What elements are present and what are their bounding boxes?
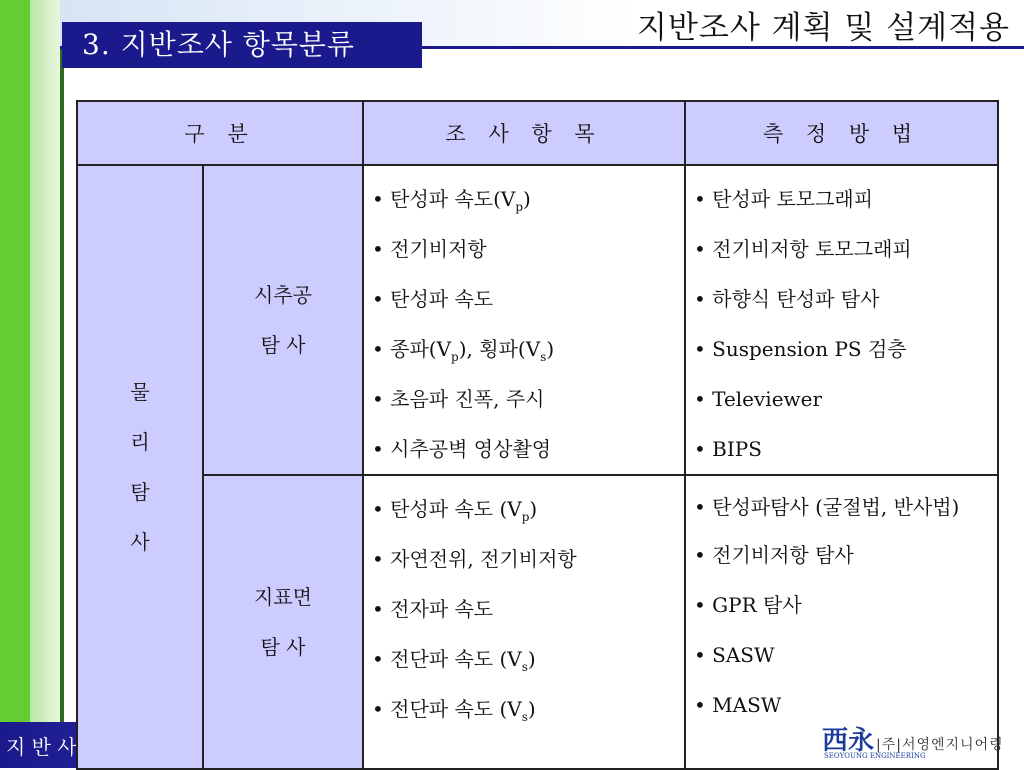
list-item: • Suspension PS 검층: [694, 337, 907, 361]
header-items: 조 사 항 목: [363, 101, 685, 165]
main-category-char: 탐: [130, 480, 150, 504]
main-category-char: 사: [130, 530, 150, 554]
list-item: • 전기비저항 토모그래피: [694, 237, 912, 261]
list-item: • 탄성파 속도: [372, 287, 494, 311]
list-item: • 전기비저항 탐사: [694, 543, 854, 567]
company-logo: [822, 718, 1022, 766]
document-title: 지반조사 계획 및 설계적용: [637, 10, 1010, 46]
borehole-label-line: 시추공: [254, 283, 312, 307]
list-item: • 탄성파 속도 $(V_p)$: [372, 497, 538, 524]
main-category-cell: [77, 165, 203, 769]
list-item: • MASW: [694, 693, 782, 717]
list-item: • 종파$(V_p)$, 횡파$(V_s)$: [372, 337, 555, 364]
company-name: |주|서영엔지니어링: [876, 737, 1004, 753]
list-item: • 초음파 진폭, 주시: [372, 387, 545, 411]
list-item: • 탄성파 토모그래피: [694, 187, 874, 211]
list-item: • 자연전위, 전기비저항: [372, 547, 577, 571]
borehole-methods-cell: [685, 165, 998, 475]
list-item: • 전자파 속도: [372, 597, 494, 621]
logo-subtitle: SEOYOUNG ENGINEERING: [824, 752, 926, 760]
borehole-items-cell: [363, 165, 685, 475]
left-green-stripe: [0, 0, 30, 768]
main-category-char: 리: [130, 430, 150, 454]
logo-mark: 西永: [822, 726, 875, 756]
list-item: • 하향식 탄성파 탐사: [694, 287, 880, 311]
borehole-survey-cell: [203, 165, 363, 475]
footer-left-text: 지 반 사: [6, 735, 77, 759]
surface-items-cell: [363, 475, 685, 769]
list-item: • 전단파 속도 $(V_s)$: [372, 697, 536, 724]
list-item: • 시추공벽 영상촬영: [372, 437, 552, 461]
list-item: • GPR 탐사: [694, 593, 802, 617]
header-category: 구 분: [77, 101, 363, 165]
main-category-char: 물: [130, 380, 150, 404]
borehole-label-line: 탐 사: [260, 333, 306, 357]
section-title: 3. 지반조사 항목분류: [62, 22, 422, 68]
survey-classification-table: [76, 100, 999, 770]
list-item: • Televiewer: [694, 387, 823, 411]
list-item: • SASW: [694, 643, 775, 667]
table-header-row: [77, 101, 998, 165]
surface-label-line: 지표면: [254, 585, 312, 609]
list-item: • 전기비저항: [372, 237, 487, 261]
surface-label-line: 탐 사: [260, 635, 306, 659]
left-dark-stripe: [60, 0, 64, 768]
list-item: • 탄성파탐사 (굴절법, 반사법): [694, 495, 960, 519]
list-item: • 탄성파 속도$(V_p)$: [372, 187, 531, 214]
list-item: • 전단파 속도 $(V_s)$: [372, 647, 536, 674]
list-item: • BIPS: [694, 437, 762, 461]
left-light-stripe: [30, 0, 60, 768]
header-methods: 측 정 방 법: [685, 101, 998, 165]
table-row-borehole: [77, 165, 998, 475]
surface-survey-cell: [203, 475, 363, 769]
